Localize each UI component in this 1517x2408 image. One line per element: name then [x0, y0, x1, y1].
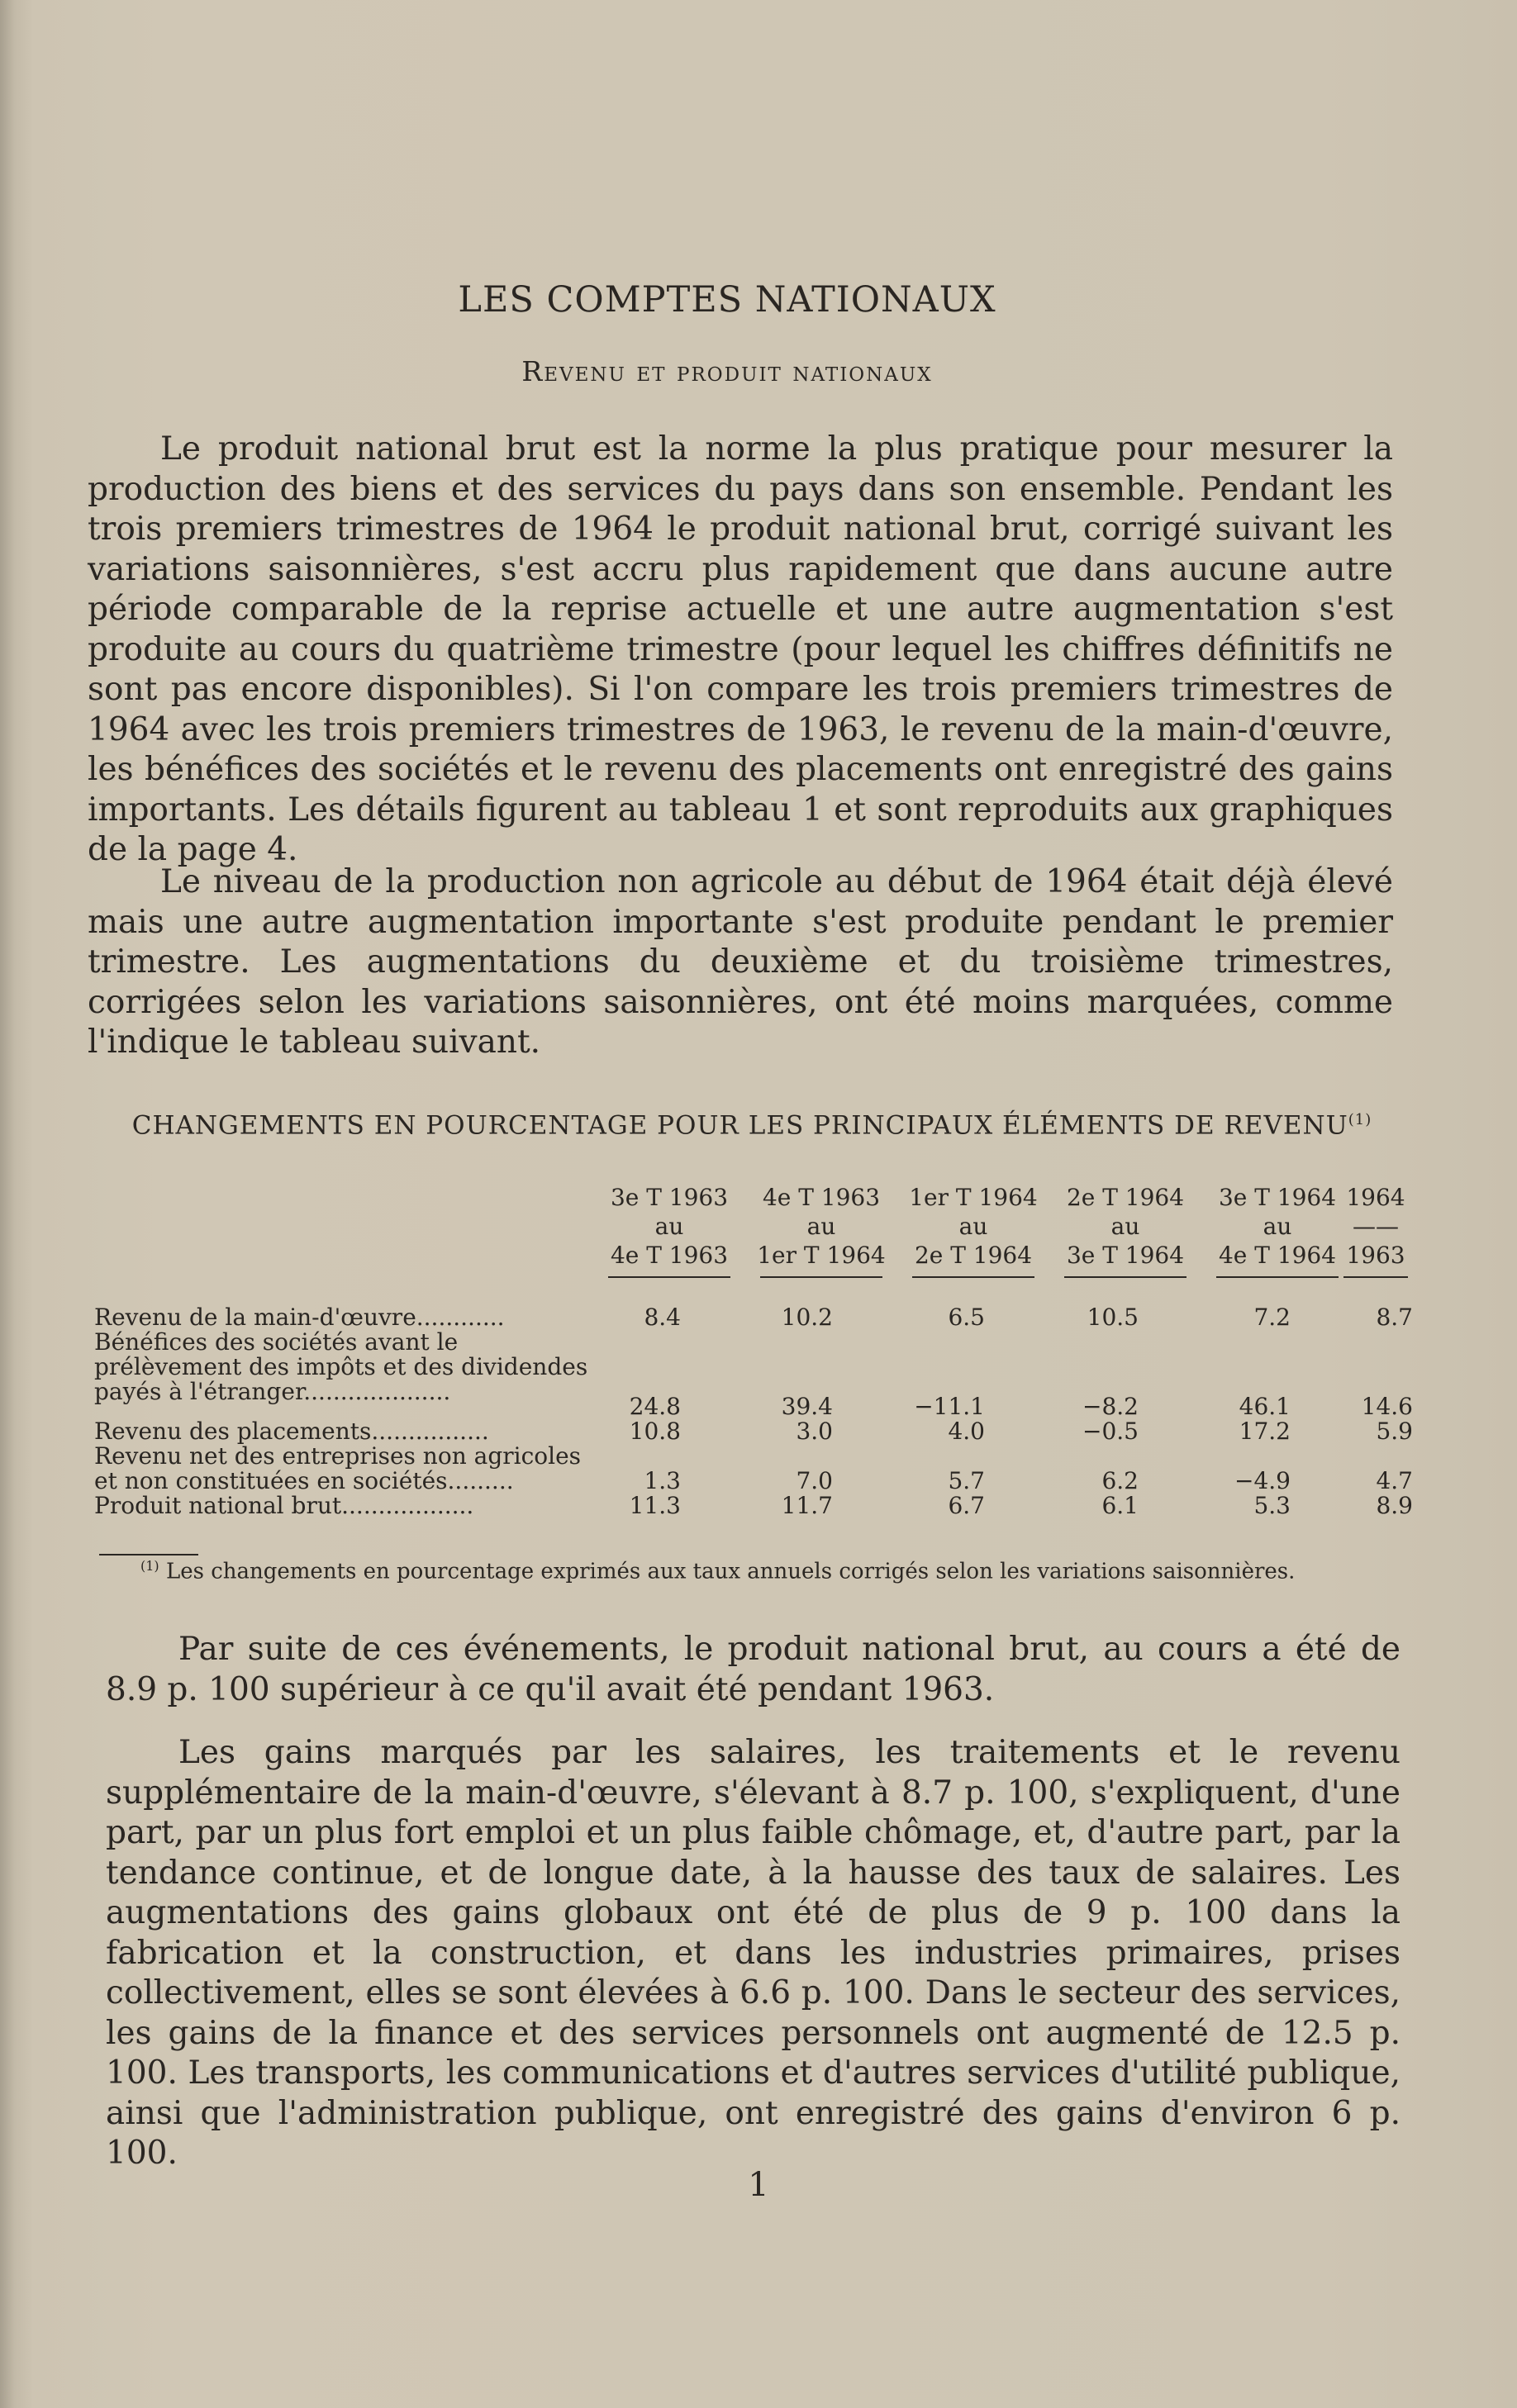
- column-header: [603, 1183, 735, 1278]
- column-header: [1059, 1183, 1191, 1278]
- table-title-note: (1): [1348, 1111, 1372, 1128]
- column-header-bottom: 1er T 1964: [757, 1242, 886, 1269]
- column-header-bottom: 4e T 1963: [610, 1242, 729, 1269]
- table-cell: 8.9: [1376, 1492, 1413, 1519]
- column-header-mid: ——: [1353, 1213, 1399, 1240]
- table-cell: −4.9: [1234, 1467, 1291, 1494]
- paragraph-4: Les gains marqués par les salaires, les traitements et le revenu supplémentaire de la main-d'œuvre, s'élevant à 8.7 p. 100, s'expliquent, d'une part, par un plus fort emploi et un plus faible chômage, et, d'autre part, par la tendance continue, et de longue date, à la hausse des taux de salaires. Les augmentations des gains globaux ont été de plus de 9 p. 100 dans la fabrication et la construction, et dans les industries primaires, prises collectivement, elles se sont élevées à 6.6 p. 100. Dans le secteur des services, les gains de la finance et des services personnels ont augmenté de 12.5 p. 100. Les transports, les communications et d'autres services d'utilité publique, ainsi que l'administration publique, ont enregistré des gains d'environ 6 p. 100.: [106, 1734, 1400, 2172]
- table-cell: 10.8: [629, 1418, 681, 1445]
- table-cell: 6.7: [948, 1492, 985, 1519]
- table-cell: 24.8: [629, 1393, 681, 1420]
- table-cell: 6.2: [1101, 1467, 1139, 1494]
- column-header-top: 3e T 1963: [610, 1184, 729, 1211]
- column-rule: [1216, 1276, 1339, 1278]
- paragraph-2: Le niveau de la production non agricole au début de 1964 était déjà élevé mais une autre augmentation importante s'est produite pendant le premier trimestre. Les augmentations du deuxième et du troisième trimestres, corrigées selon les variations saisonnières, ont été moins marquées, comme l'indique le tableau suivant.: [88, 863, 1393, 1061]
- column-header: [755, 1183, 887, 1278]
- footnote-rule: [99, 1554, 198, 1555]
- table-footnote: [140, 1558, 1396, 1584]
- table-cell: 46.1: [1239, 1393, 1291, 1420]
- column-rule: [608, 1276, 730, 1278]
- table-cell: 10.2: [781, 1304, 833, 1331]
- table-cell: 1.3: [644, 1467, 681, 1494]
- column-header: [907, 1183, 1039, 1278]
- table-cell: 4.0: [948, 1418, 985, 1445]
- page-title: LES COMPTES NATIONAUX: [458, 279, 996, 321]
- table-cell: 6.1: [1101, 1492, 1139, 1519]
- column-header-mid: au: [958, 1213, 988, 1240]
- column-header-top: 4e T 1963: [762, 1184, 881, 1211]
- column-header: [1339, 1183, 1413, 1278]
- column-header-mid: au: [654, 1213, 684, 1240]
- table-cell: −11.1: [914, 1393, 985, 1420]
- row-label: Revenu net des entreprises non agricoles et non constituées en sociétés.........: [94, 1442, 582, 1494]
- column-header-bottom: 3e T 1964: [1066, 1242, 1185, 1269]
- column-header-top: 3e T 1964: [1218, 1184, 1337, 1211]
- footnote-mark: (1): [140, 1558, 159, 1574]
- row-label: Bénéfices des sociétés avant le prélèvement des impôts et des dividendes payés à l'étranger....................: [94, 1328, 588, 1405]
- column-rule: [760, 1276, 882, 1278]
- column-rule: [1064, 1276, 1186, 1278]
- column-header-mid: au: [806, 1213, 836, 1240]
- column-header-bottom: 4e T 1964: [1218, 1242, 1337, 1269]
- table-cell: 5.7: [948, 1467, 985, 1494]
- table-cell: −8.2: [1082, 1393, 1139, 1420]
- column-header-bottom: 1963: [1346, 1242, 1405, 1269]
- table-cell: 4.7: [1376, 1467, 1413, 1494]
- table-cell: 5.9: [1376, 1418, 1413, 1445]
- table-cell: 6.5: [948, 1304, 985, 1331]
- table-cell: −0.5: [1082, 1418, 1139, 1445]
- table-cell: 11.3: [629, 1492, 681, 1519]
- table-cell: 3.0: [796, 1418, 833, 1445]
- paragraph-3: Par suite de ces événements, le produit national brut, au cours a été de 8.9 p. 100 supérieur à ce qu'il avait été pendant 1963.: [106, 1631, 1400, 1708]
- table-cell: 17.2: [1239, 1418, 1291, 1445]
- row-label: Revenu de la main-d'œuvre............: [94, 1304, 505, 1331]
- column-header: [1211, 1183, 1343, 1278]
- column-rule: [1343, 1276, 1408, 1278]
- column-rule: [912, 1276, 1034, 1278]
- table-cell: 7.0: [796, 1467, 833, 1494]
- page-number: 1: [748, 2166, 769, 2204]
- row-label: Revenu des placements................: [94, 1418, 489, 1445]
- column-header-mid: au: [1263, 1213, 1292, 1240]
- column-header-mid: au: [1110, 1213, 1140, 1240]
- column-header-top: 1964: [1346, 1184, 1405, 1211]
- table-cell: 11.7: [781, 1492, 833, 1519]
- column-header-top: 1er T 1964: [909, 1184, 1038, 1211]
- section-subtitle: Revenu et produit nationaux: [521, 355, 933, 387]
- table-cell: 7.2: [1253, 1304, 1291, 1331]
- row-label: Produit national brut..................: [94, 1492, 474, 1519]
- table-cell: 39.4: [781, 1393, 833, 1420]
- table-cell: 8.4: [644, 1304, 681, 1331]
- footnote-text: Les changements en pourcentage exprimés aux taux annuels corrigés selon les variations saisonnières.: [165, 1559, 1296, 1584]
- column-header-top: 2e T 1964: [1066, 1184, 1185, 1211]
- paragraph-1: Le produit national brut est la norme la plus pratique pour mesurer la production des biens et des services du pays dans son ensemble. Pendant les trois premiers trimestres de 1964 le produit national brut, corrigé suivant les variations saisonnières, s'est accru plus rapidement que dans aucune autre période comparable de la reprise actuelle et une autre augmentation s'est produite au cours du quatrième trimestre (pour lequel les chiffres définitifs ne sont pas encore disponibles). Si l'on compare les trois premiers trimestres de 1964 avec les trois premiers trimestres de 1963, le revenu de la main-d'œuvre, les bénéfices des sociétés et le revenu des placements ont enregistré des gains importants. Les détails figurent au tableau 1 et sont reproduits aux graphiques de la page 4.: [88, 430, 1393, 868]
- table-cell: 10.5: [1087, 1304, 1139, 1331]
- table-cell: 5.3: [1253, 1492, 1291, 1519]
- table-cell: 8.7: [1376, 1304, 1413, 1331]
- column-header-bottom: 2e T 1964: [914, 1242, 1033, 1269]
- table-cell: 14.6: [1361, 1393, 1413, 1420]
- table-title-text: CHANGEMENTS EN POURCENTAGE POUR LES PRINCIPAUX ÉLÉMENTS DE REVENU: [131, 1110, 1348, 1141]
- table-title: [124, 1103, 1380, 1142]
